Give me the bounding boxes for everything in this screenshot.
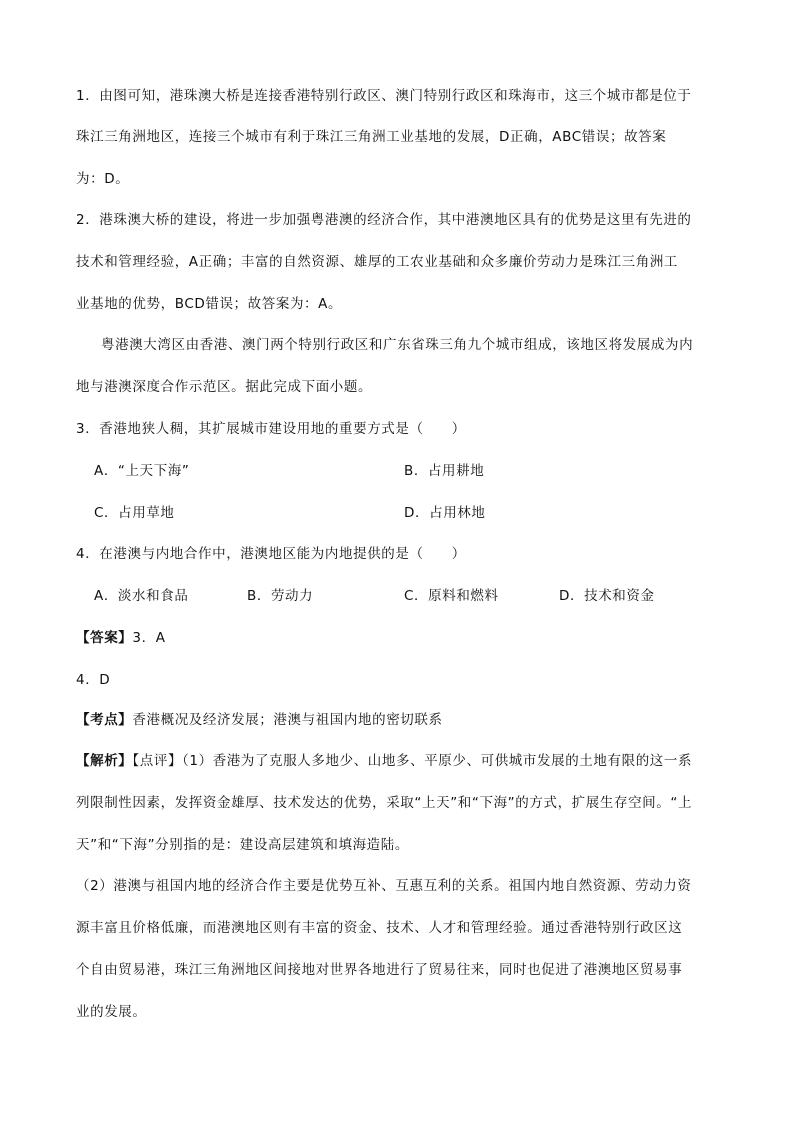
passage-line-2: 地与港澳深度合作示范区。据此完成下面小题。 <box>76 379 373 395</box>
q1-answer-line-1: 1．由图可知，港珠澳大桥是连接香港特别行政区、澳门特别行政区和珠海市，这三个城市都是位于 <box>76 88 692 104</box>
kaodian-block <box>76 710 443 730</box>
q1-answer-line-2: 珠江三角洲地区，连接三个城市有利于珠江三角洲工业基地的发展，D正确，ABC错误；故答案 <box>76 129 667 145</box>
analysis-p2-line-4: 业的发展。 <box>76 1004 147 1020</box>
answer-block <box>76 628 166 648</box>
q3-stem: 3．香港地狭人稠，其扩展城市建设用地的重要方式是（ ） <box>76 421 466 437</box>
passage-line-1: 粤港澳大湾区由香港、澳门两个特别行政区和广东省珠三角九个城市组成，该地区将发展成为内 <box>101 337 694 353</box>
kaodian-text: 香港概况及经济发展；港澳与祖国内地的密切联系 <box>132 712 443 728</box>
q4-stem: 4．在港澳与内地合作中，港澳地区能为内地提供的是（ ） <box>76 546 466 562</box>
answer-3: 3．A <box>132 630 166 646</box>
q3-option-d: D．占用林地 <box>404 505 486 521</box>
q1-answer-line-3: 为：D。 <box>76 171 130 187</box>
answer-tag: 【答案】 <box>76 630 133 646</box>
q4-option-b: B．劳动力 <box>247 588 314 604</box>
answer-4: 4．D <box>76 672 111 688</box>
analysis-p2-line-1: （2）港澳与祖国内地的经济合作主要是优势互补、互惠互利的关系。祖国内地自然资源、劳动力资 <box>76 878 692 894</box>
analysis-text-1: 【点评】（1）香港为了克服人多地少、山地多、平原少、可供城市发展的土地有限的这一系 <box>132 753 693 769</box>
q3-option-c: C．占用草地 <box>94 505 175 521</box>
q4-option-c: C．原料和燃料 <box>404 588 499 604</box>
analysis-p2-line-2: 源丰富且价格低廉，而港澳地区则有丰富的资金、技术、人才和管理经验。通过香港特别行政区这 <box>76 920 683 936</box>
q4-option-a: A．淡水和食品 <box>94 588 189 604</box>
q4-option-d: D．技术和资金 <box>559 588 655 604</box>
analysis-line-1 <box>76 751 692 771</box>
q3-option-a: A．“上天下海” <box>94 463 190 479</box>
analysis-line-2: 列限制性因素，发挥资金雄厚、技术发达的优势，采取“上天”和“下海”的方式，扩展生存空间。“上 <box>76 795 693 811</box>
q2-answer-line-1: 2．港珠澳大桥的建设，将进一步加强粤港澳的经济合作，其中港澳地区具有的优势是这里有先进的 <box>76 212 692 228</box>
analysis-p2-line-3: 个自由贸易港，珠江三角洲地区间接地对世界各地进行了贸易往来，同时也促进了港澳地区贸易事 <box>76 962 683 978</box>
q2-answer-line-3: 业基地的优势，BCD错误；故答案为：A。 <box>76 296 343 312</box>
kaodian-tag: 【考点】 <box>76 712 133 728</box>
q2-answer-line-2: 技术和管理经验，A正确；丰富的自然资源、雄厚的工农业基础和众多廉价劳动力是珠江三角洲工 <box>76 254 679 270</box>
analysis-line-3: 天”和“下海”分别指的是：建设高层建筑和填海造陆。 <box>76 837 409 853</box>
analysis-tag: 【解析】 <box>76 753 133 769</box>
q3-option-b: B．占用耕地 <box>404 463 485 479</box>
